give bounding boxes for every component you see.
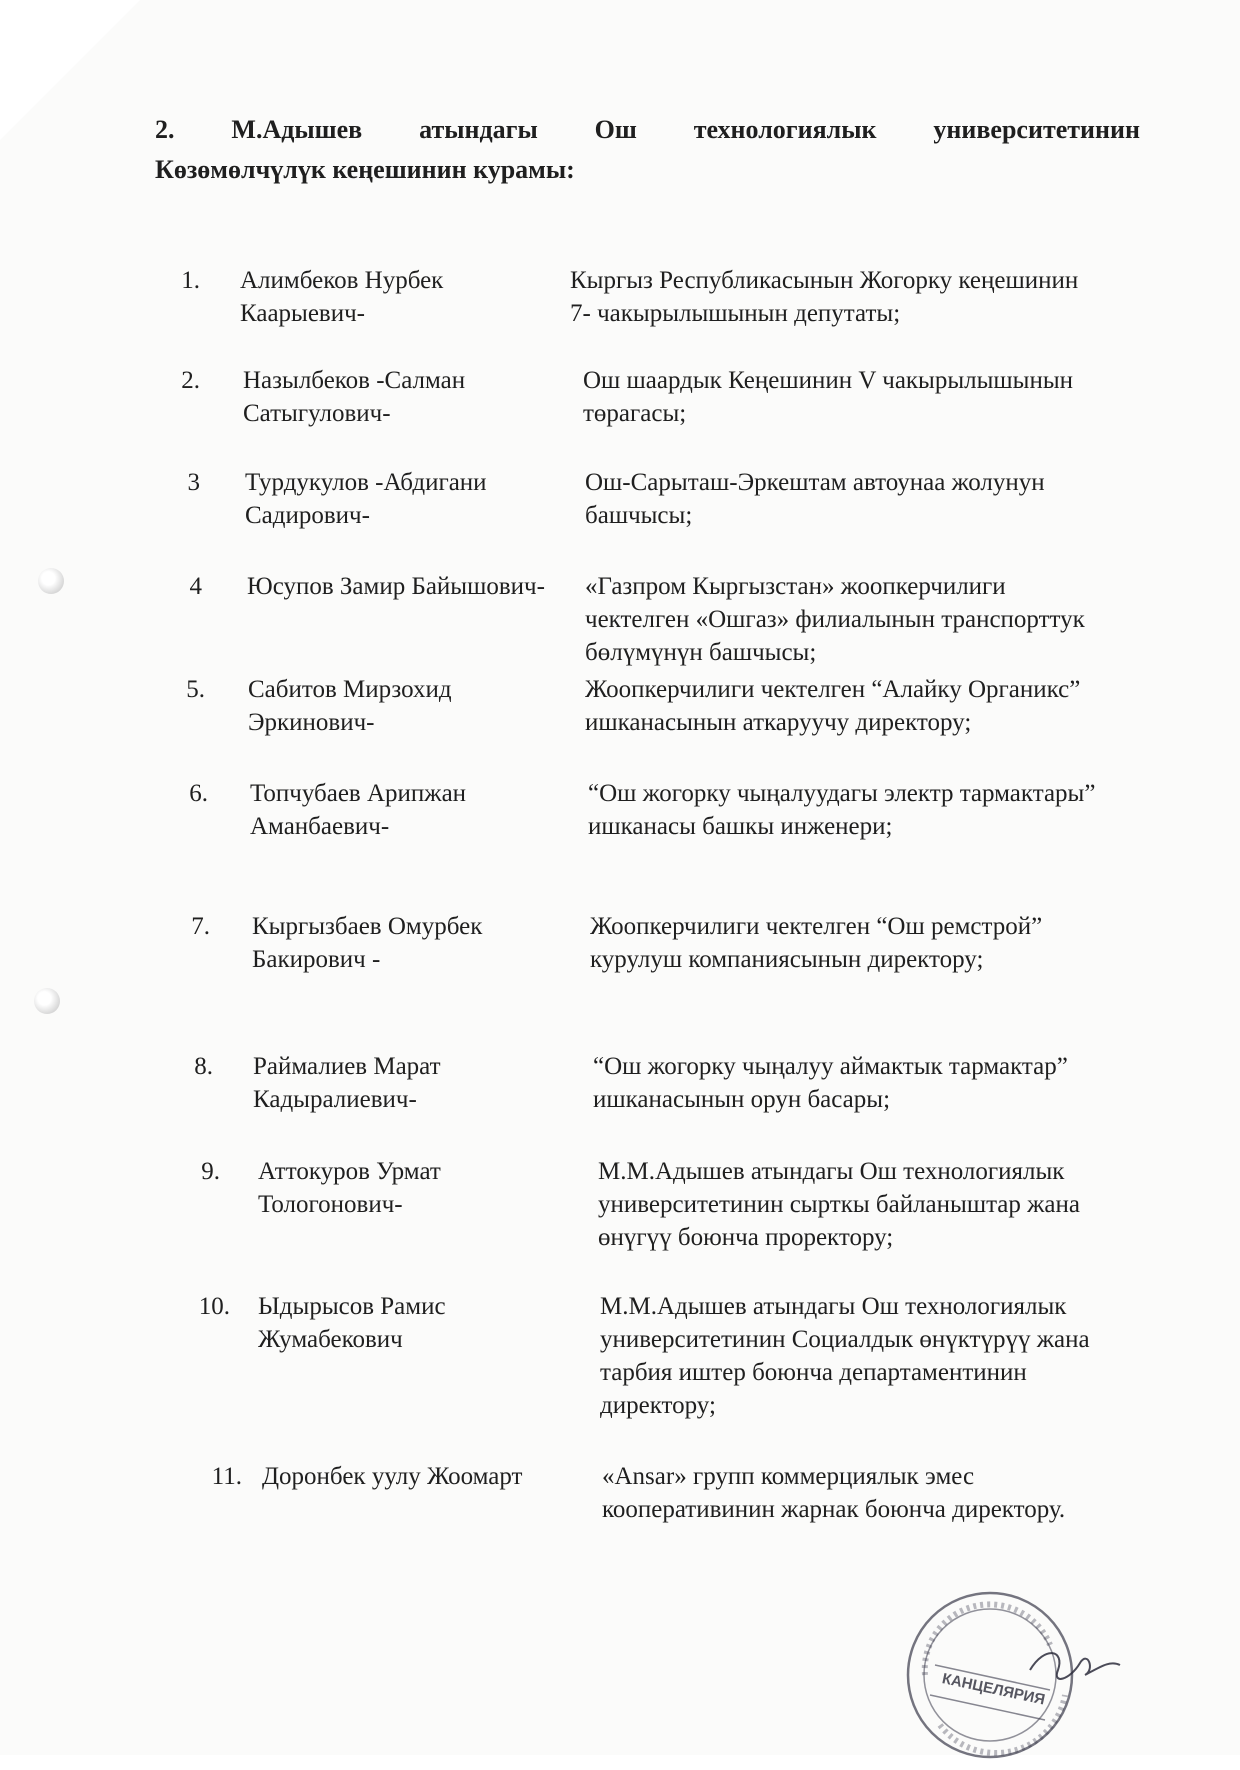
member-role: Жоопкерчилиги чектелген “Алайку Органикс” ишканасынын аткаруучу директору;	[585, 676, 1081, 736]
member-role: М.М.Адышев атындагы Ош технологиялык университетинин сырткы байланыштар жана өнүгүү боюнча проректору;	[598, 1158, 1080, 1251]
member-name: Кыргызбаев Омурбек Бакирович -	[252, 913, 483, 973]
heading-word: технологиялык	[693, 115, 877, 144]
member-role: Кыргыз Республикасынын Жогорку кеңешинин 7- чакырылышынын депутаты;	[570, 267, 1079, 327]
stamp-label: КАНЦЕЛЯРИЯ	[940, 1670, 1047, 1709]
seal-icon	[880, 1575, 1130, 1765]
heading-word: Ош	[594, 115, 637, 144]
member-role: «Газпром Кыргызстан» жоопкерчилиги чектелген «Ошгаз» филиалынын транспорттук бөлүмүнүн башчысы;	[585, 573, 1085, 666]
member-name: Раймалиев Марат Кадыралиевич-	[253, 1053, 441, 1113]
member-role: Жоопкерчилиги чектелген “Ош ремстрой” курулуш компаниясынын директору;	[590, 913, 1043, 973]
official-seal-stamp	[880, 1575, 1130, 1770]
member-role: «Ansar» групп коммерциялык эмес кооперативинин жарнак боюнча директору.	[602, 1463, 1066, 1523]
heading-word: М.Адышев	[231, 115, 363, 144]
member-number: 7.	[191, 913, 210, 940]
member-number: 10.	[198, 1293, 230, 1320]
member-name: Назылбеков -Салман Сатыгулович-	[243, 367, 466, 427]
heading-line-2: Көзөмөлчүлүк кеңешинин курамы:	[155, 155, 575, 184]
member-role: Ош шаардык Кеңешинин V чакырылышынын төрагасы;	[583, 367, 1074, 427]
member-name: Турдукулов -Абдигани Садирович-	[245, 469, 487, 529]
member-number: 6.	[189, 780, 208, 807]
member-number: 3	[187, 469, 200, 496]
member-name: Аттокуров Урмат Тологонович-	[258, 1158, 441, 1218]
member-name: Юсупов Замир Байышович-	[247, 573, 545, 600]
heading-word: атындагы	[419, 115, 538, 144]
member-name: Алимбеков Нурбек Каарыевич-	[240, 267, 444, 327]
member-number: 2.	[181, 367, 200, 394]
member-number: 1.	[181, 267, 200, 294]
member-name: Ыдырысов Рамис Жумабекович	[258, 1293, 446, 1353]
member-role: Ош-Сарыташ-Эркештам автоунаа жолунун башчысы;	[585, 469, 1045, 529]
member-name: Топчубаев Арипжан Аманбаевич-	[250, 780, 467, 840]
member-name: Сабитов Мирзохид Эркинович-	[248, 676, 452, 736]
punch-hole	[34, 988, 60, 1014]
member-number: 4	[189, 573, 202, 600]
member-role: М.М.Адышев атындагы Ош технологиялык университетинин Социалдык өнүктүрүү жана тарбия иштер боюнча департаментинин директору;	[600, 1293, 1090, 1419]
heading-word: 2.	[155, 115, 175, 144]
member-role: “Ош жогорку чыңалуудагы электр тармактары” ишканасы башкы инженери;	[588, 780, 1096, 840]
heading-line-1	[155, 110, 1140, 150]
section-heading	[155, 110, 1140, 190]
member-number: 8.	[194, 1053, 213, 1080]
member-role: “Ош жогорку чыңалуу аймактык тармактар” ишканасынын орун басары;	[593, 1053, 1068, 1113]
page-corner-fold	[0, 0, 140, 140]
punch-hole	[38, 568, 64, 594]
member-number: 9.	[201, 1158, 220, 1185]
signature	[1030, 1653, 1120, 1679]
member-number: 5.	[186, 676, 205, 703]
heading-word: университетинин	[933, 115, 1140, 144]
member-number: 11.	[211, 1463, 242, 1490]
member-name: Доронбек уулу Жоомарт	[262, 1463, 523, 1490]
